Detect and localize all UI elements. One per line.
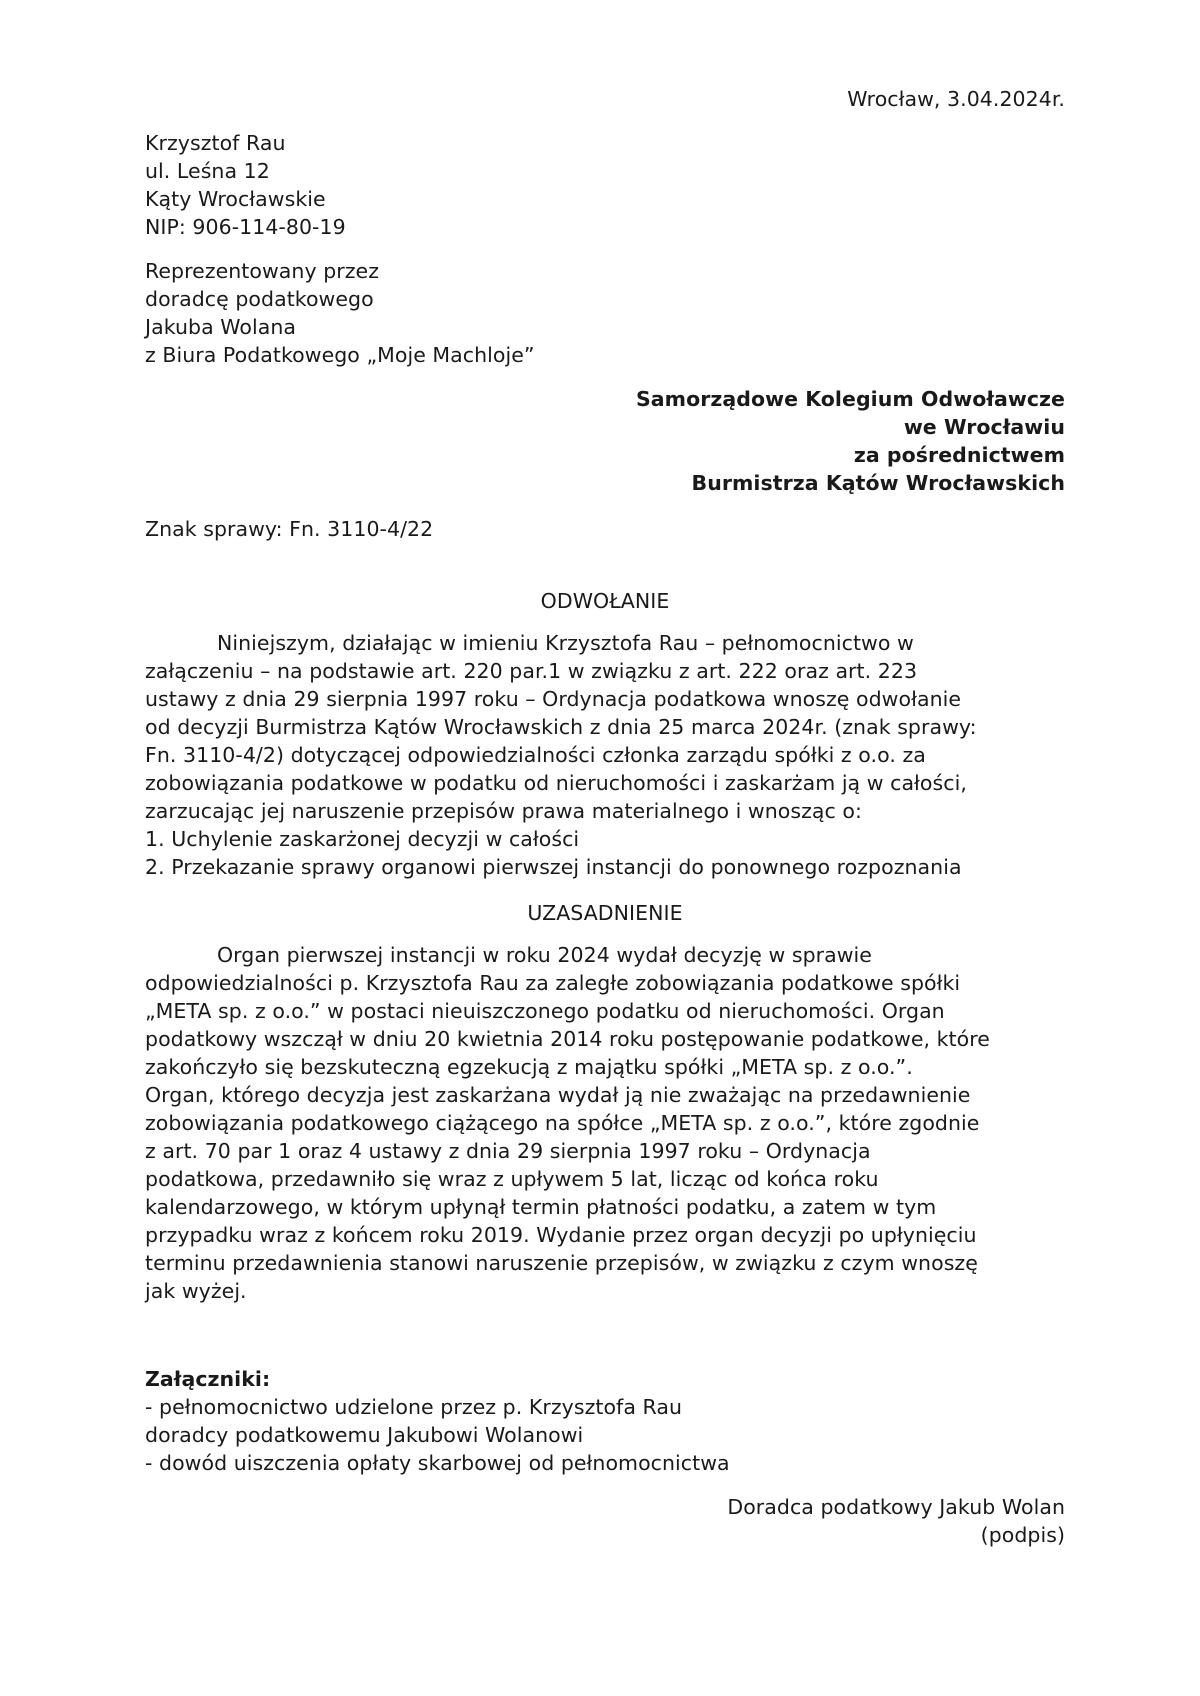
attachments-block xyxy=(145,1365,730,1477)
appeal-line: od decyzji Burmistrza Kątów Wrocławskich z dnia 25 marca 2024r. (znak sprawy: xyxy=(145,715,977,739)
representative-line: Reprezentowany przez xyxy=(145,259,380,283)
representative-line: Jakuba Wolana xyxy=(145,315,297,339)
representative-block xyxy=(145,257,535,369)
justification-line: Organ, którego decyzja jest zaskarżana wydał ją nie zważając na przedawnienie xyxy=(145,1083,971,1107)
signature-name: Doradca podatkowy Jakub Wolan xyxy=(727,1495,1065,1519)
appeal-line: Fn. 3110-4/2) dotyczącej odpowiedzialności członka zarządu spółki z o.o. za xyxy=(145,743,926,767)
sender-street: ul. Leśna 12 xyxy=(145,159,270,183)
attachment-item: - dowód uiszczenia opłaty skarbowej od pełnomocnictwa xyxy=(145,1451,730,1475)
justification-line: zobowiązania podatkowego ciążącego na spółce „META sp. z o.o.”, które zgodnie xyxy=(145,1111,980,1135)
signature-block xyxy=(145,1493,1065,1549)
appeal-heading xyxy=(145,587,1065,615)
justification-line: terminu przedawnienia stanowi naruszenie przepisów, w związku z czym wnoszę xyxy=(145,1251,978,1275)
case-reference xyxy=(145,515,433,543)
justification-title: UZASADNIENIE xyxy=(527,901,683,925)
attachments-title: Załączniki: xyxy=(145,1367,271,1391)
justification-line: „META sp. z o.o.” w postaci nieuiszczonego podatku od nieruchomości. Organ xyxy=(145,999,945,1023)
sender-city: Kąty Wrocławskie xyxy=(145,187,326,211)
addressee-line: Samorządowe Kolegium Odwoławcze xyxy=(635,387,1065,411)
signature-placeholder: (podpis) xyxy=(980,1523,1065,1547)
place-and-date xyxy=(145,85,1065,113)
appeal-line: ustawy z dnia 29 sierpnia 1997 roku – Ordynacja podatkowa wnoszę odwołanie xyxy=(145,687,962,711)
appeal-line: załączeniu – na podstawie art. 220 par.1 w związku z art. 222 oraz art. 223 xyxy=(145,659,918,683)
justification-line: kalendarzowego, w którym upłynął termin płatności podatku, a zatem w tym xyxy=(145,1195,937,1219)
sender-block xyxy=(145,129,346,241)
justification-line: podatkowy wszczął w dniu 20 kwietnia 2014 roku postępowanie podatkowe, które xyxy=(145,1027,990,1051)
appeal-title: ODWOŁANIE xyxy=(540,589,670,613)
appeal-request-item: 2. Przekazanie sprawy organowi pierwszej instancji do ponownego rozpoznania xyxy=(145,855,962,879)
representative-line: doradcę podatkowego xyxy=(145,287,374,311)
justification-line: odpowiedzialności p. Krzysztofa Rau za zaległe zobowiązania podatkowe spółki xyxy=(145,971,961,995)
appeal-line: Niniejszym, działając w imieniu Krzysztofa Rau – pełnomocnictwo w xyxy=(217,631,914,655)
sender-nip: NIP: 906-114-80-19 xyxy=(145,215,346,239)
appeal-line: zarzucając jej naruszenie przepisów prawa materialnego i wnosząc o: xyxy=(145,799,862,823)
place-date-text: Wrocław, 3.04.2024r. xyxy=(847,87,1065,111)
justification-line: zakończyło się bezskuteczną egzekucją z majątku spółki „META sp. z o.o.”. xyxy=(145,1055,913,1079)
appeal-body xyxy=(145,629,1065,881)
representative-line: z Biura Podatkowego „Moje Machloje” xyxy=(145,343,535,367)
justification-line: jak wyżej. xyxy=(145,1279,247,1303)
justification-line: Organ pierwszej instancji w roku 2024 wydał decyzję w sprawie xyxy=(217,943,872,967)
addressee-block xyxy=(145,385,1065,497)
justification-heading xyxy=(145,899,1065,927)
appeal-request-item: 1. Uchylenie zaskarżonej decyzji w całości xyxy=(145,827,580,851)
justification-body xyxy=(145,941,1065,1305)
justification-line: podatkowa, przedawniło się wraz z upływem 5 lat, licząc od końca roku xyxy=(145,1167,879,1191)
attachment-item: - pełnomocnictwo udzielone przez p. Krzysztofa Rau xyxy=(145,1395,683,1419)
sender-name: Krzysztof Rau xyxy=(145,131,286,155)
attachment-item: doradcy podatkowemu Jakubowi Wolanowi xyxy=(145,1423,584,1447)
justification-line: przypadku wraz z końcem roku 2019. Wydanie przez organ decyzji po upłynięciu xyxy=(145,1223,977,1247)
appeal-line: zobowiązania podatkowe w podatku od nieruchomości i zaskarżam ją w całości, xyxy=(145,771,967,795)
addressee-line: we Wrocławiu xyxy=(903,415,1065,439)
addressee-line: za pośrednictwem xyxy=(853,443,1065,467)
justification-line: z art. 70 par 1 oraz 4 ustawy z dnia 29 sierpnia 1997 roku – Ordynacja xyxy=(145,1139,871,1163)
addressee-line: Burmistrza Kątów Wrocławskich xyxy=(691,471,1065,495)
case-reference-text: Znak sprawy: Fn. 3110-4/22 xyxy=(145,517,434,541)
